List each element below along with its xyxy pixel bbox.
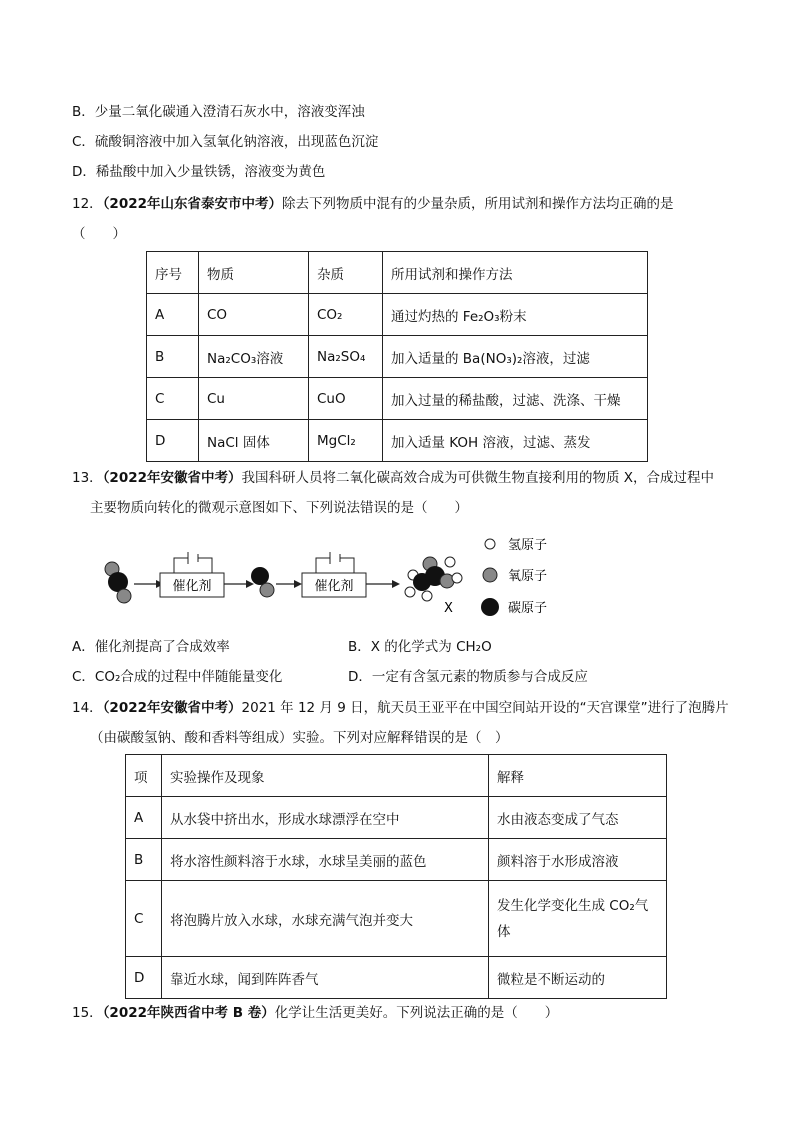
table-cell: A [126,797,162,839]
table-cell: B [126,839,162,881]
table-cell: 加入过量的稀盐酸，过滤、洗涤、干燥 [383,378,648,420]
q13-option-a: A．催化剂提高了合成效率 [72,639,230,655]
table-row [147,336,648,378]
table-cell: 加入适量 KOH 溶液，过滤、蒸发 [383,420,648,462]
table-cell: MgCl₂ [309,420,383,462]
q13-option-d: D．一定有含氢元素的物质参与合成反应 [348,669,588,685]
q15-source: （2022年陕西省中考 B 卷） [102,1005,275,1021]
q13-text: 我国科研人员将二氧化碳高效合成为可供微生物直接利用的物质 X，合成过程中 [241,470,715,486]
q12-paren: （ ） [72,226,126,242]
table-cell [489,881,667,957]
table-header: 解释 [489,755,667,797]
table-row [126,957,667,999]
table-header-row [126,755,667,797]
table-cell: 加入适量的 Ba(NO₃)₂溶液，过滤 [383,336,648,378]
cell-line: 发生化学变化生成 CO₂气 [497,897,649,914]
table-cell: 微粒是不断运动的 [489,957,667,999]
q11-option-d: D．稀盐酸中加入少量铁锈，溶液变为黄色 [72,164,326,180]
table-cell: C [147,378,199,420]
power-symbol-1 [174,552,212,573]
q15-text: 化学让生活更美好。下列说法正确的是（ ） [274,1005,559,1021]
q15-number: 15． [72,1005,103,1021]
q14-number: 14． [72,700,103,716]
table-row [147,378,648,420]
q13-source: （2022年安徽省中考） [102,470,242,486]
table-cell: Cu [199,378,309,420]
legend [481,538,547,616]
catalyst-label-1: 催化剂 [172,579,212,594]
q12-source: （2022年山东省泰安市中考） [102,196,283,212]
table-header: 物质 [199,252,309,294]
q13-diagram [100,532,580,622]
catalyst-label-2: 催化剂 [314,579,354,594]
table-cell: 通过灼热的 Fe₂O₃粉末 [383,294,648,336]
table-header: 实验操作及现象 [162,755,489,797]
cell-line: 体 [497,923,511,940]
table-cell: 颜料溶于水形成溶液 [489,839,667,881]
table-header: 所用试剂和操作方法 [383,252,648,294]
oxygen-atom-icon [483,568,497,582]
table-cell: B [147,336,199,378]
table-header: 项 [126,755,162,797]
table-cell: CuO [309,378,383,420]
arrow-4-head [392,580,400,588]
q12-table [146,251,648,462]
table-cell: A [147,294,199,336]
table-row [147,420,648,462]
table-header: 杂质 [309,252,383,294]
q13-option-b: B．X 的化学式为 CH₂O [348,639,492,655]
table-row [147,294,648,336]
table-row [126,839,667,881]
table-header-row [147,252,648,294]
table-cell: C [126,881,162,957]
power-symbol-2 [316,552,354,573]
table-cell: D [147,420,199,462]
q14-text: 2021 年 12 月 9 日，航天员王亚平在中国空间站开设的“天宫课堂”进行了泡腾片 [241,700,729,716]
product-x-molecule [405,557,462,601]
q11-option-b: B．少量二氧化碳通入澄清石灰水中，溶液变浑浊 [72,104,365,120]
q11-option-c: C．硫酸铜溶液中加入氢氧化钠溶液，出现蓝色沉淀 [72,134,379,150]
table-cell: 将水溶性颜料溶于水球，水球呈美丽的蓝色 [162,839,489,881]
table-cell: D [126,957,162,999]
table-cell: 将泡腾片放入水球，水球充满气泡并变大 [162,881,489,957]
table-cell: 从水袋中挤出水，形成水球漂浮在空中 [162,797,489,839]
q13-stem [72,468,714,488]
q14-table [125,754,667,999]
q13-number: 13． [72,470,103,486]
table-cell: 水由液态变成了气态 [489,797,667,839]
carbon-atom-icon [481,598,499,616]
q14-stem-cont: （由碳酸氢钠、酸和香料等组成）实验。下列对应解释错误的是（ ） [90,730,509,746]
table-cell: Na₂CO₃溶液 [199,336,309,378]
legend-hydrogen: 氢原子 [508,538,548,553]
q15-stem [72,1003,558,1023]
q12-stem [72,194,674,214]
q12-number: 12． [72,196,103,212]
table-cell: NaCl 固体 [199,420,309,462]
x-label: X [444,601,453,616]
arrow-3-head [294,580,302,588]
table-cell: 靠近水球，闻到阵阵香气 [162,957,489,999]
table-cell: CO₂ [309,294,383,336]
legend-oxygen: 氧原子 [508,569,548,584]
intermediate-co-molecule [251,567,274,597]
table-header: 序号 [147,252,199,294]
q14-source: （2022年安徽省中考） [102,700,242,716]
table-cell: CO [199,294,309,336]
hydrogen-atom-icon [485,539,495,549]
table-cell: Na₂SO₄ [309,336,383,378]
q12-text: 除去下列物质中混有的少量杂质，所用试剂和操作方法均正确的是 [282,196,674,212]
reactant-co2-molecule [105,562,131,603]
q14-stem [72,698,729,718]
legend-carbon: 碳原子 [508,601,548,616]
q13-stem-cont: 主要物质向转化的微观示意图如下、下列说法错误的是（ ） [90,500,468,516]
q13-option-c: C．CO₂合成的过程中伴随能量变化 [72,669,283,685]
table-row [126,797,667,839]
table-row [126,881,667,957]
